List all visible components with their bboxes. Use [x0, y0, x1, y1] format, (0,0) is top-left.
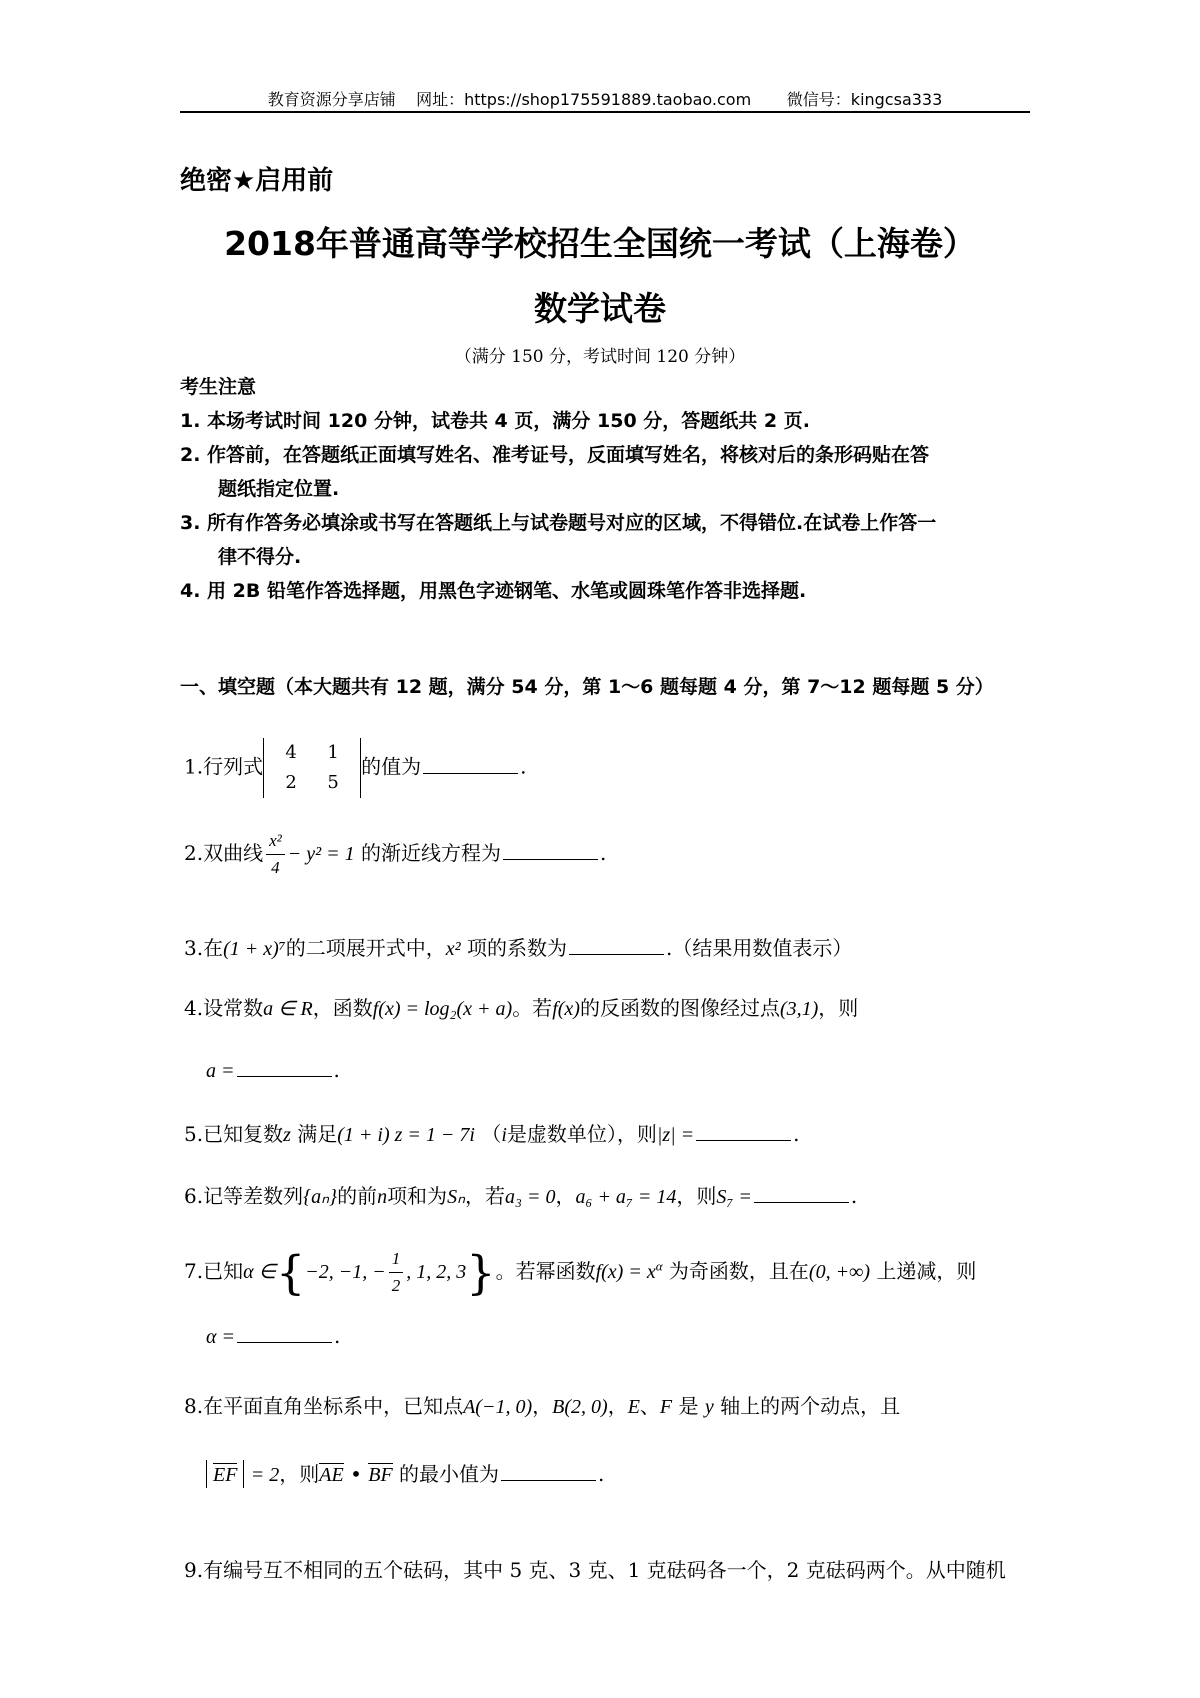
q8-end: .	[598, 1462, 605, 1486]
q2-end: .	[599, 841, 607, 865]
q1-text: 1.行列式	[184, 754, 264, 779]
answer-blank[interactable]	[569, 953, 664, 955]
q8-text3: ，则	[279, 1462, 320, 1486]
q7-set-a: −2, −1, −	[305, 1261, 386, 1283]
q7-text2: 为奇函数，且在	[668, 1259, 809, 1283]
q3-end: .（结果用数值表示）	[665, 936, 853, 960]
q4-text4: ，则	[818, 996, 859, 1020]
q4-point: (3,1)	[779, 998, 819, 1020]
q7-text1: 。若幂函数	[495, 1259, 596, 1283]
q7-set-b: , 1, 2, 3	[406, 1261, 467, 1283]
q4-text3: 的反函数的图像经过点	[579, 996, 780, 1020]
q6-text4: ，	[555, 1184, 576, 1208]
right-brace: }	[466, 1245, 496, 1300]
q4-end: .	[333, 1058, 340, 1082]
q7-interval: (0, +∞)	[808, 1261, 870, 1283]
header-shop: 教育资源分享店铺	[267, 90, 396, 109]
det-cell: 2	[285, 772, 297, 793]
q8-vector-EF: EF	[213, 1464, 238, 1486]
q5-text: 5.已知复数	[184, 1122, 284, 1146]
question-8-line2	[206, 1458, 604, 1487]
q6-text3: ，若	[465, 1184, 506, 1208]
question-3	[184, 932, 852, 961]
q2-post: 的渐近线方程为	[360, 841, 501, 865]
left-brace: {	[276, 1245, 306, 1300]
q7-function: f(x) = x	[595, 1261, 656, 1283]
q6-ans: S₇ =	[716, 1186, 752, 1208]
notice-3-cont: 律不得分.	[218, 546, 302, 568]
fraction-denominator: 2	[391, 1276, 401, 1295]
notice-2: 2. 作答前，在答题纸正面填写姓名、准考证号，反面填写姓名，将核对后的条形码贴在答	[180, 444, 930, 466]
score-note: （满分 150 分，考试时间 120 分钟）	[454, 347, 746, 367]
notice-title: 考生注意	[180, 376, 257, 398]
q6-text: 6.记等差数列	[184, 1184, 304, 1208]
q3-mid: 的二项展开式中，	[285, 936, 446, 960]
det-cell: 1	[327, 742, 339, 763]
q3-expression: (1 + x)⁷	[223, 938, 286, 960]
fraction-numerator: 1	[389, 1246, 404, 1273]
q5-end: .	[793, 1122, 800, 1146]
q7-text: 7.已知	[184, 1259, 244, 1283]
q3-text: 3.在	[184, 936, 224, 960]
question-7	[184, 1246, 976, 1299]
q8-sep: ，	[607, 1394, 628, 1418]
q6-c1: a₃ = 0	[505, 1186, 556, 1208]
q7-var: α =	[206, 1326, 235, 1348]
q5-text3: 是虚数单位），则	[506, 1122, 657, 1146]
q5-text2: （	[481, 1122, 502, 1146]
q8-sep: 、	[639, 1394, 660, 1418]
q6-end: .	[850, 1184, 858, 1208]
q3-post: 项的系数为	[466, 936, 567, 960]
notice-4: 4. 用 2B 铅笔作答选择题，用黑色字迹钢笔、水笔或圆珠笔作答非选择题.	[180, 580, 807, 602]
question-5	[184, 1118, 800, 1147]
question-2	[184, 828, 606, 881]
notice-1: 1. 本场考试时间 120 分钟，试卷共 4 页，满分 150 分，答题纸共 2 页.	[180, 410, 810, 432]
fraction-denominator: 4	[271, 858, 280, 877]
det-cell: 5	[327, 772, 339, 793]
section-title: 一、填空题（本大题共有 12 题，满分 54 分，第 1～6 题每题 4 分，第 7～12 题每题 5 分）	[180, 676, 994, 698]
header-wechat-label: 微信号：	[786, 90, 851, 109]
q5-i: i	[501, 1124, 507, 1146]
q5-equation: (1 + i) z = 1 − 7i	[337, 1124, 475, 1146]
q4-function: f(x) = log₂(x + a)	[372, 998, 513, 1020]
q5-z: z	[283, 1124, 291, 1146]
answer-blank[interactable]	[237, 1341, 332, 1343]
q3-term: x²	[445, 938, 461, 960]
q8-E: E	[627, 1396, 640, 1418]
q8-vector-AE: AE	[319, 1464, 344, 1486]
notice-2-cont: 题纸指定位置.	[218, 478, 340, 500]
q6-text2: 项和为	[387, 1184, 448, 1208]
fraction	[389, 1246, 404, 1299]
q2-equation: − y² = 1	[287, 843, 355, 865]
exam-subtitle: 数学试卷	[534, 289, 666, 328]
determinant	[263, 738, 361, 798]
answer-blank[interactable]	[501, 1479, 596, 1481]
q4-text: 4.设常数	[184, 996, 264, 1020]
q4-text2: 。若	[512, 996, 553, 1020]
q8-dot: •	[350, 1462, 362, 1486]
q6-seq: {aₙ}	[303, 1186, 338, 1208]
answer-blank[interactable]	[696, 1139, 791, 1141]
header-wechat: kingcsa333	[850, 90, 943, 109]
q6-S: Sₙ	[447, 1186, 466, 1208]
q8-F: F	[659, 1396, 673, 1418]
answer-blank[interactable]	[237, 1075, 332, 1077]
q7-alpha: α ∈	[243, 1261, 277, 1283]
question-4	[184, 992, 858, 1021]
header-divider	[180, 111, 1030, 113]
question-4-line2	[206, 1058, 340, 1083]
header-url[interactable]: https://shop175591889.taobao.com	[464, 90, 752, 109]
q8-point-B: B(2, 0)	[552, 1396, 608, 1418]
det-cell: 4	[285, 742, 297, 763]
q2-text: 2.双曲线	[184, 841, 264, 865]
question-8	[184, 1390, 900, 1419]
question-9: 9.有编号互不相同的五个砝码，其中 5 克、3 克、1 克砝码各一个，2 克砝码两个。从中随机	[184, 1558, 1006, 1582]
page-header	[180, 87, 1030, 110]
secret-mark: 绝密★启用前	[180, 166, 334, 196]
q1-post: 的值为	[361, 754, 422, 779]
header-url-label: 网址：	[416, 90, 465, 109]
q6-c2: a₆ + a₇ = 14	[575, 1186, 677, 1208]
q4-var: a =	[206, 1060, 235, 1082]
answer-blank[interactable]	[503, 858, 598, 860]
q8-text1: 是	[678, 1394, 699, 1418]
q8-magnitude	[206, 1460, 244, 1488]
question-1	[184, 738, 526, 798]
q6-n: n	[377, 1186, 388, 1208]
q8-vector-BF: BF	[368, 1464, 393, 1486]
q7-end: .	[334, 1324, 341, 1348]
q8-y: y	[704, 1396, 714, 1418]
question-6	[184, 1180, 857, 1209]
q5-text1: 满足	[297, 1122, 338, 1146]
q8-text4: 的最小值为	[399, 1462, 500, 1486]
answer-blank[interactable]	[754, 1201, 849, 1203]
q8-text2: 轴上的两个动点，且	[720, 1394, 901, 1418]
q6-text1: 的前	[337, 1184, 378, 1208]
notice-3: 3. 所有作答务必填涂或书写在答题纸上与试卷题号对应的区域，不得错位.在试卷上作答一	[180, 512, 937, 534]
exam-title: 2018年普通高等学校招生全国统一考试（上海卷）	[224, 224, 976, 263]
q4-text1: ，函数	[312, 996, 373, 1020]
q7-text3: 上递减，则	[876, 1259, 977, 1283]
question-7-line2	[206, 1324, 340, 1349]
fraction-numerator: x²	[266, 828, 285, 855]
q8-text: 8.在平面直角坐标系中，已知点	[184, 1394, 464, 1418]
q6-text5: ，则	[676, 1184, 717, 1208]
q7-exponent: α	[655, 1258, 663, 1274]
q1-end: .	[520, 754, 527, 779]
q4-condition: a ∈ R	[263, 998, 313, 1020]
fraction	[266, 828, 285, 881]
q8-sep: ，	[532, 1394, 553, 1418]
q5-abs: |z| =	[656, 1124, 695, 1146]
answer-blank[interactable]	[423, 772, 518, 774]
q8-eq: = 2	[250, 1464, 280, 1486]
q4-finv: f(x)	[552, 998, 580, 1020]
q8-point-A: A(−1, 0)	[463, 1396, 533, 1418]
